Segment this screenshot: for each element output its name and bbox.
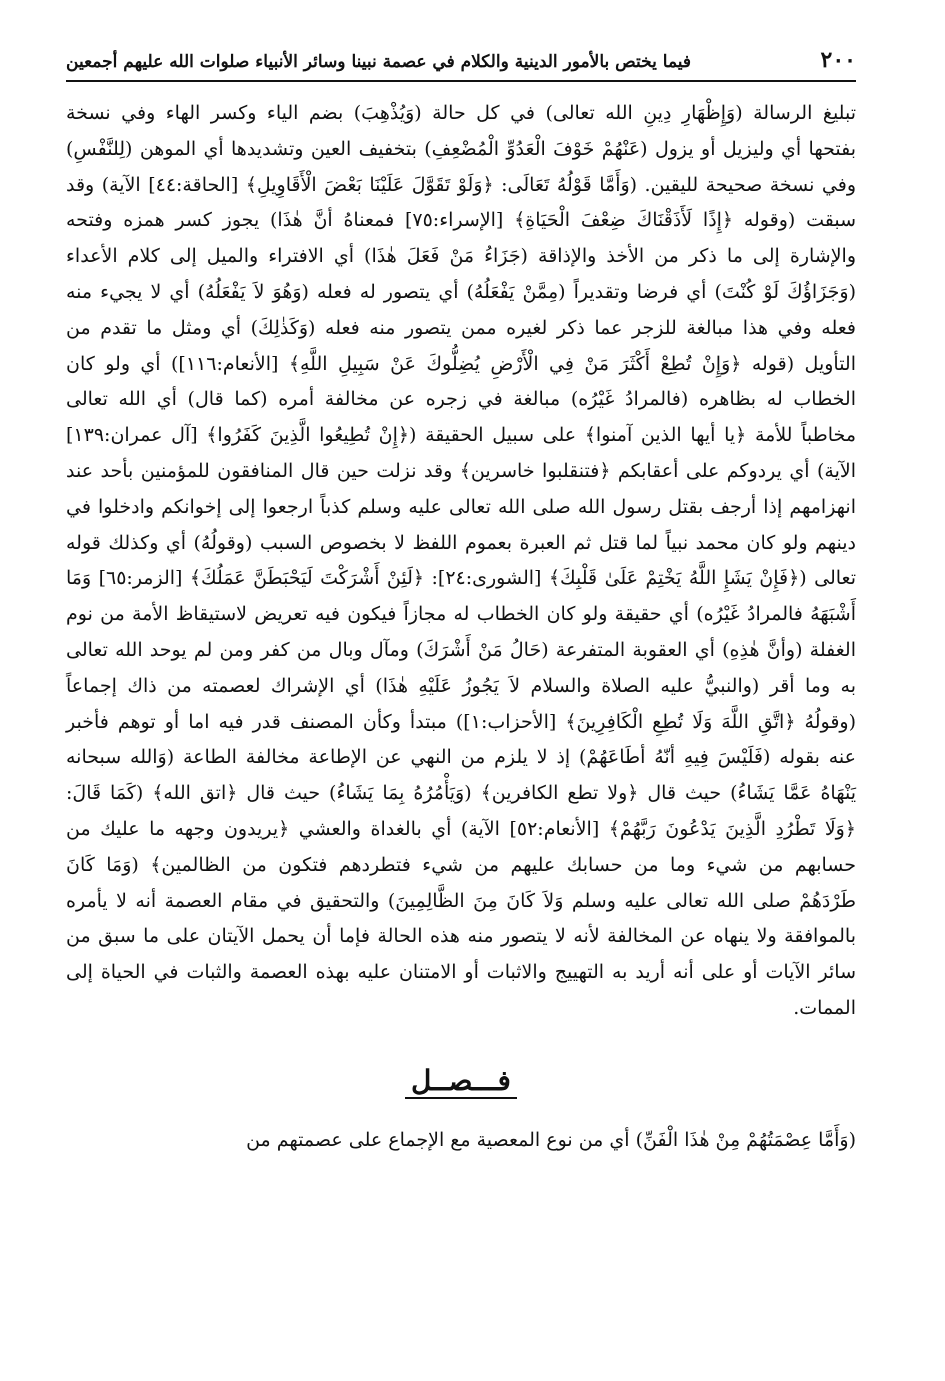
- running-header: [66, 40, 856, 82]
- running-title: فيما يختص بالأمور الدينية والكلام في عصمة نبينا وسائر الأنبياء صلوات الله عليهم أجمعين: [66, 52, 692, 72]
- main-text: [66, 96, 856, 1027]
- page-number: ٢٠٠: [820, 47, 856, 73]
- section-first-line: (وَأَمَّا عِصْمَتُهُمْ مِنْ هٰذَا الْفَنِّ) أي من نوع المعصية مع الإجماع على عصمتهم من: [246, 1128, 856, 1151]
- commentary-paragraph: تبليغ الرسالة (وَإِظْهَارِ دِينِ الله تعالى) في كل حالة (وَيُذْهِبَ) بضم الياء وكسر الهاء وفي نسخة بفتحها أي وليزيل أو يزول (عَنْهُمْ خَوْفَ الْعَدُوِّ الْمُضْعِفِ) بتخفيف العين وتشديدها أي الموهن (لِلنَّفْسِ) وفي نسخة صحيحة لليقين. (وَأَمَّا قَوْلُهُ تَعَالَى: ﴿وَلَوْ تَقَوَّلَ عَلَيْنَا بَعْضَ الْأَقَاوِيلِ﴾ [الحاقة:٤٤] الآية) وقد سبقت (وقوله ﴿إِذًا لَأَذَقْنَاكَ ضِعْفَ الْحَيَاةِ﴾ [الإسراء:٧٥] فمعناهُ أنَّ هٰذَا) يجوز كسر همزه وفتحه والإشارة إلى ما ذكر من الأخذ والإذاقة (جَزَاءُ مَنْ فَعَلَ هٰذَا) أي الافتراء والميل إلى كلام الأعداء (وَجَزَاؤُكَ لَوْ كُنْتَ) أي فرضا وتقديراً (مِمَّنْ يَفْعَلُهُ) أي يتصور له فعله (وَهُوَ لاَ يَفْعَلُهُ) أي لا يجيء منه فعله وفي هذا مبالغة للزجر عما ذكر لغيره ممن يتصور منه فعله (وَكَذٰلِكَ) أي ومثل ما تقدم من التأويل (قوله ﴿وَإِنْ تُطِعْ أَكْثَرَ مَنْ فِي الْأَرْضِ يُضِلُّوكَ عَنْ سَبِيلِ اللَّهِ﴾ [الأنعام:١١٦]) أي ولو كان الخطاب له بظاهره (فالمرادُ غَيْرُه) مبالغة في زجره عن مخالفة أمره (كما قال) أي الله تعالى مخاطباً للأمة ﴿يا أيها الذين آمنوا﴾ على سبيل الحقيقة (﴿إِنْ تُطِيعُوا الَّذِينَ كَفَرُوا﴾ [آل عمران:١٣٩] الآية) أي يردوكم على أعقابكم ﴿فتنقلبوا خاسرين﴾ وقد نزلت حين قال المنافقون للمؤمنين بأحد عند انهزامهم إذا أرجف بقتل رسول الله صلى الله تعالى عليه وسلم كذباً ارجعوا إلى إخوانكم وادخلوا في دينهم ولو كان محمد نبياً لما قتل ثم العبرة بعموم اللفظ لا بخصوص السبب (وقولُهُ) أي وكذلك قوله تعالى (﴿فَإِنْ يَشَإِ اللَّهُ يَخْتِمْ عَلَىٰ قَلْبِكَ﴾ [الشورى:٢٤]: ﴿لَئِنْ أَشْرَكْتَ لَيَحْبَطَنَّ عَمَلُكَ﴾ [الزمر:٦٥] وَمَا أَشْبَهَهُ فالمرادُ غَيْرُه) أي حقيقة ولو كان الخطاب له مجازاً فيكون فيه تعريض لاستيقاظ الأمة من نوم الغفلة (وأنَّ هٰذِهِ) أي العقوبة المتفرعة (حَالُ مَنْ أَشْرَكَ) ومآل وبال من كفر ومن لم يوحد الله تعالى به وما أقر (والنبيُّ عليه الصلاة والسلام لاَ يَجُوزُ عَلَيْهِ هٰذَا) أي الإشراك لعصمته من ذاك إجماعاً (وقولُهُ ﴿اتَّقِ اللَّهَ وَلَا تُطِعِ الْكَافِرِينَ﴾ [الأحزاب:١]) مبتدأ وكأن المصنف قدر فيه اما أو توهم فأخبر عنه بقوله (فَلَيْسَ فِيهِ أنّهُ أطَاعَهُمْ) إذ لا يلزم من النهي عن الإطاعة مخالفة الطاعة (وَالله سبحانه يَنْهَاهُ عَمَّا يَشَاءُ) حيث قال ﴿ولا تطع الكافرين﴾ (وَيَأْمُرُهُ بِمَا يَشَاءُ) حيث قال ﴿اتق الله﴾ (كَمَا قَالَ: ﴿وَلَا تَطْرُدِ الَّذِينَ يَدْعُونَ رَبَّهُمْ﴾ [الأنعام:٥٢] الآية) أي بالغداة والعشي ﴿يريدون وجهه ما عليك من حسابهم من شيء وما من حسابك عليهم من شيء فتطردهم فتكون من الظالمين﴾ (وَمَا كَانَ طَرْدَهُمْ صلى الله تعالى عليه وسلم وَلاَ كَانَ مِنَ الظَّالِمِينَ) والتحقيق في مقام العصمة أنه لا يأمره بالموافقة ولا ينهاه عن المخالفة لأنه لا يتصور منه هذه الحالة فإما أن يحمل الآيتان على ما سبق من سائر الآيات أو على أنه أريد به التهييج والاثبات أو الامتنان عليه بهذه العصمة والثبات في الحياة إلى الممات.: [66, 102, 856, 1019]
- section-heading-label: فـــصــل: [405, 1064, 517, 1099]
- section-heading: [66, 1061, 856, 1101]
- book-page: [66, 40, 856, 1360]
